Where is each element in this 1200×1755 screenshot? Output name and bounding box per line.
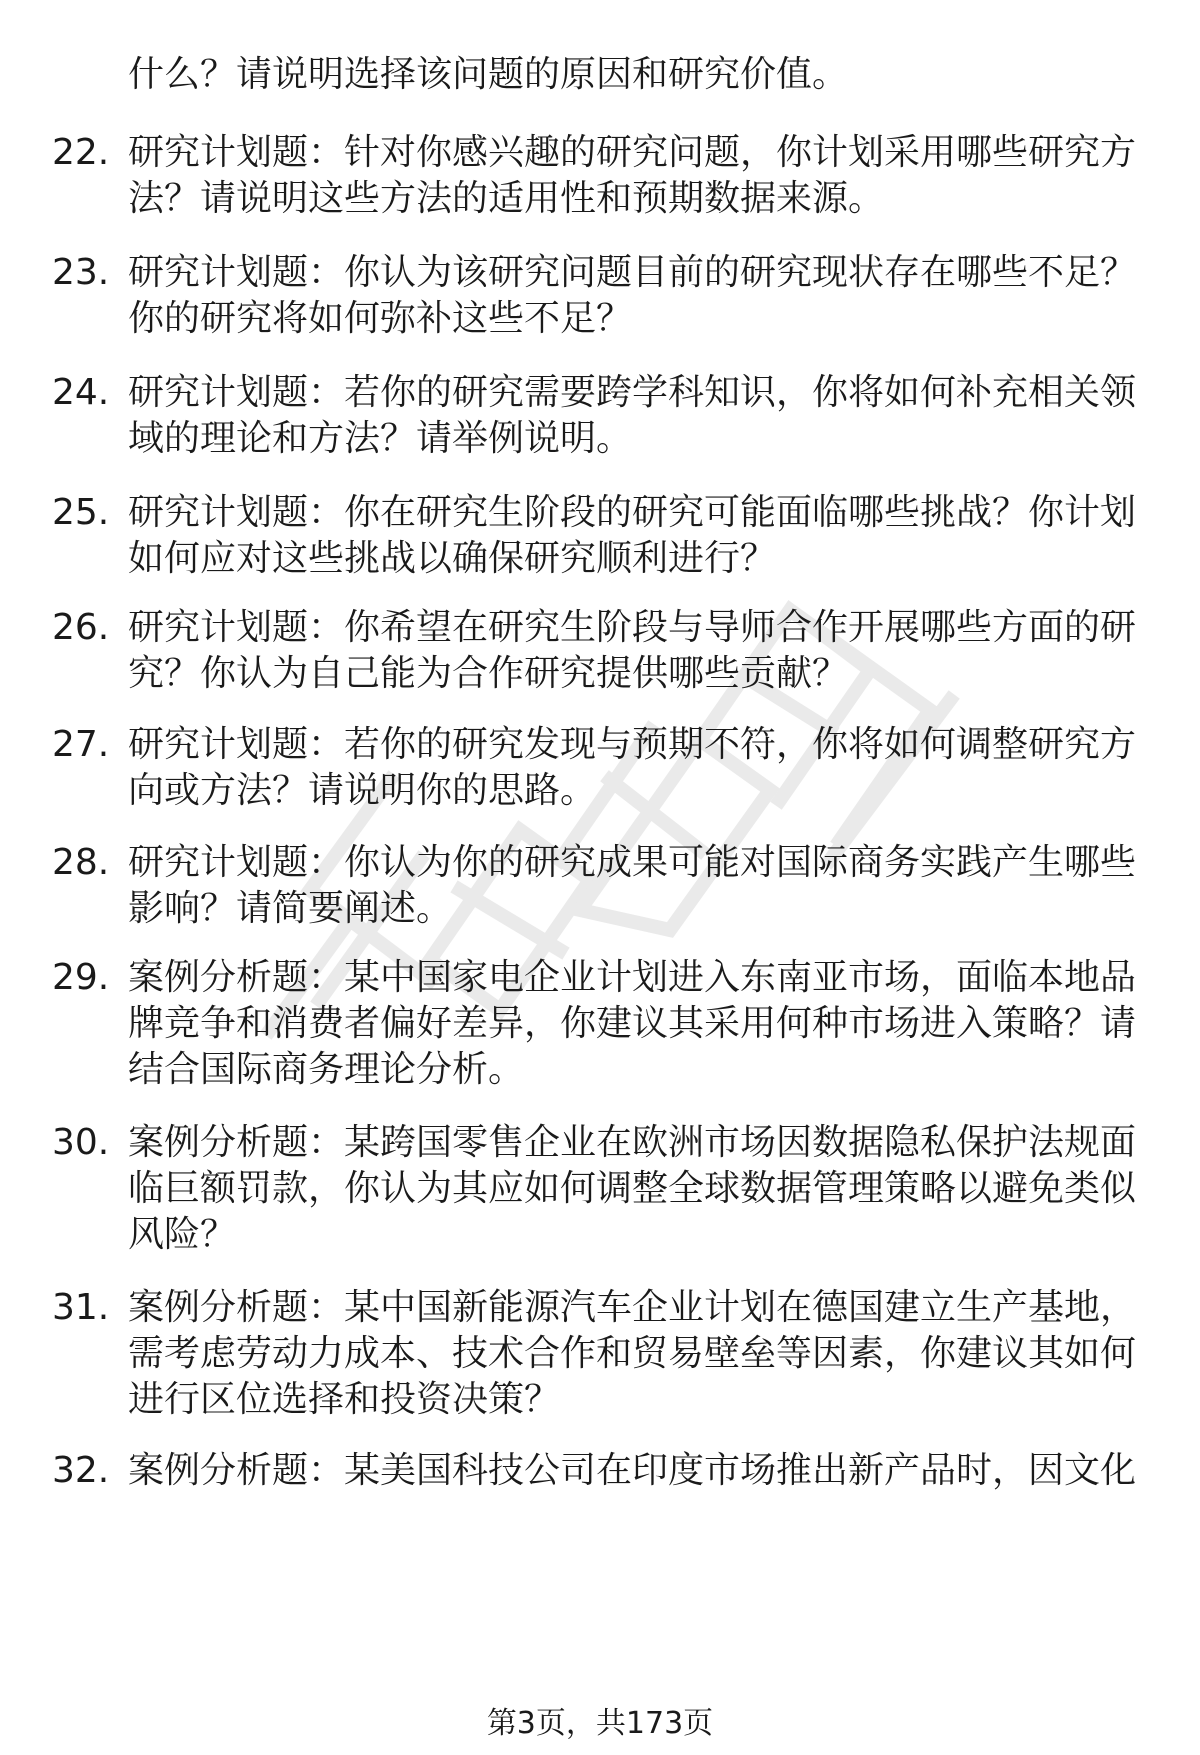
question-text-line: 研究计划题：你认为该研究问题目前的研究现状存在哪些不足？ — [128, 252, 1137, 293]
question-text-line: 案例分析题：某中国家电企业计划进入东南亚市场，面临本地品 — [128, 957, 1137, 998]
question-text-line: 向或方法？请说明你的思路。 — [128, 770, 597, 811]
question-text-line: 案例分析题：某美国科技公司在印度市场推出新产品时，因文化 — [128, 1450, 1137, 1491]
question-text-line: 案例分析题：某跨国零售企业在欧洲市场因数据隐私保护法规面 — [128, 1122, 1137, 1163]
question-text-line: 研究计划题：若你的研究需要跨学科知识，你将如何补充相关领 — [128, 372, 1137, 413]
question-text-line: 影响？请简要阐述。 — [128, 888, 453, 929]
question-text-line: 结合国际商务理论分析。 — [128, 1049, 525, 1090]
question-text-line: 如何应对这些挑战以确保研究顺利进行？ — [128, 538, 777, 579]
question-text-line: 法？请说明这些方法的适用性和预期数据来源。 — [128, 178, 885, 219]
page-footer: 第3页，共173页 — [486, 1706, 714, 1741]
question-number: 28. — [52, 842, 110, 883]
question-number: 31. — [52, 1287, 110, 1328]
question-text-line: 域的理论和方法？请举例说明。 — [128, 418, 633, 459]
question-number: 30. — [52, 1122, 110, 1163]
question-text-line: 需考虑劳动力成本、技术合作和贸易壁垒等因素，你建议其如何 — [128, 1333, 1137, 1374]
question-number: 27. — [52, 724, 110, 765]
continuation-text: 什么？请说明选择该问题的原因和研究价值。 — [128, 54, 849, 95]
question-text-line: 研究计划题：你希望在研究生阶段与导师合作开展哪些方面的研 — [128, 607, 1137, 648]
question-text-line: 研究计划题：若你的研究发现与预期不符，你将如何调整研究方 — [128, 724, 1137, 765]
question-text-line: 牌竞争和消费者偏好差异，你建议其采用何种市场进入策略？请 — [128, 1003, 1137, 1044]
question-number: 25. — [52, 492, 110, 533]
question-number: 32. — [52, 1450, 110, 1491]
question-text-line: 研究计划题：针对你感兴趣的研究问题，你计划采用哪些研究方 — [128, 132, 1137, 173]
question-number: 24. — [52, 372, 110, 413]
question-text-line: 案例分析题：某中国新能源汽车企业计划在德国建立生产基地， — [128, 1287, 1137, 1328]
question-number: 22. — [52, 132, 110, 173]
question-text-line: 进行区位选择和投资决策？ — [128, 1379, 561, 1420]
question-text-line: 临巨额罚款，你认为其应如何调整全球数据管理策略以避免类似 — [128, 1168, 1137, 1209]
question-text-line: 研究计划题：你认为你的研究成果可能对国际商务实践产生哪些 — [128, 842, 1137, 883]
question-text-line: 研究计划题：你在研究生阶段的研究可能面临哪些挑战？你计划 — [128, 492, 1137, 533]
question-text-line: 你的研究将如何弥补这些不足？ — [128, 298, 633, 339]
question-text-line: 究？你认为自己能为合作研究提供哪些贡献？ — [128, 653, 849, 694]
question-text-line: 风险？ — [128, 1214, 237, 1255]
question-number: 26. — [52, 607, 110, 648]
question-number: 23. — [52, 252, 110, 293]
question-number: 29. — [52, 957, 110, 998]
